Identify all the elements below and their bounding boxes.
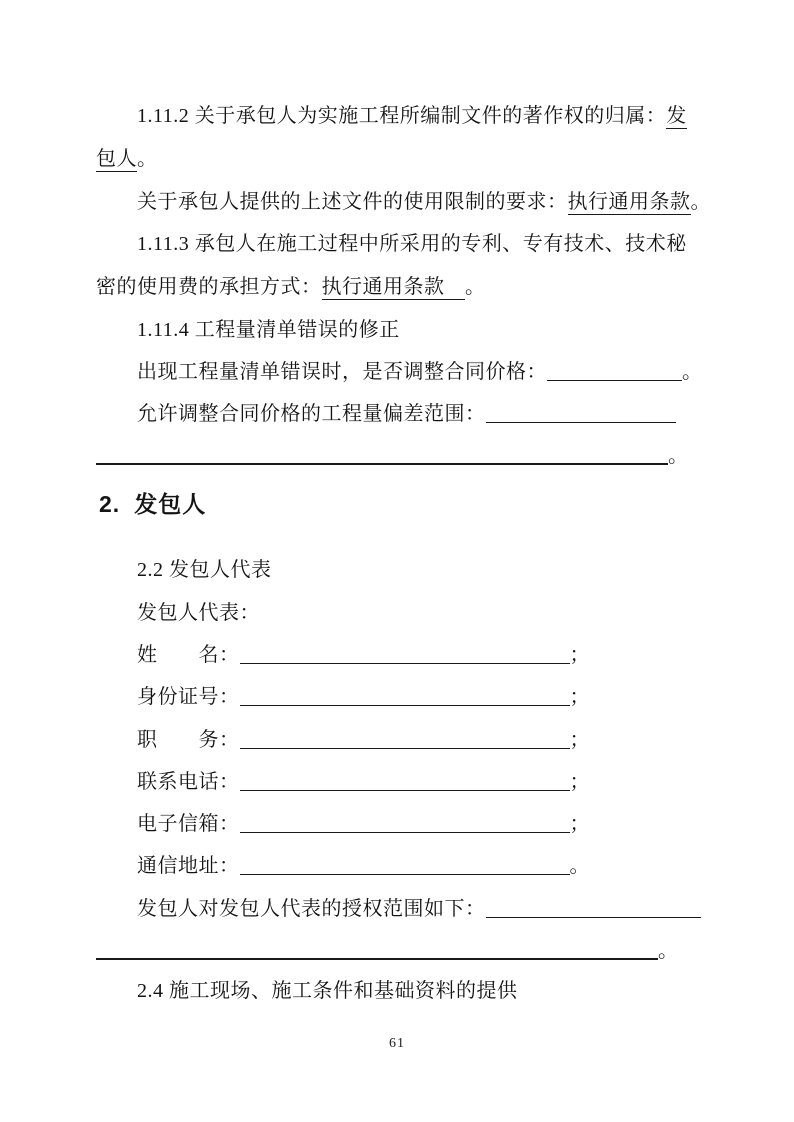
blank-full-width-line — [96, 939, 658, 960]
representative-label — [137, 600, 260, 627]
underlined-answer: 发 — [666, 105, 687, 127]
blank-position — [240, 728, 570, 749]
field-label: 职 务： — [137, 729, 240, 751]
clause-text: 1.11.4 工程量清单错误的修正 — [137, 319, 400, 341]
subsection-2-4-title — [137, 978, 518, 1005]
section-number: 2. — [99, 491, 121, 517]
clause-text: 关于承包人提供的上述文件的使用限制的要求： — [137, 191, 568, 213]
field-label: 身份证号： — [137, 686, 240, 708]
clause-text: 1.11.2 关于承包人为实施工程所编制文件的著作权的归属： — [137, 105, 667, 127]
field-separator: ； — [569, 729, 590, 751]
blank-name — [240, 643, 570, 664]
field-separator: ； — [569, 813, 590, 835]
clause-text: 。 — [465, 276, 486, 298]
label-text: 发包人代表： — [137, 602, 260, 624]
field-id-number — [137, 684, 590, 711]
blank-email — [240, 812, 570, 833]
underlined-answer: 执行通用条款 — [321, 276, 465, 298]
subsection-2-2-title — [137, 557, 272, 584]
field-separator: ； — [569, 644, 590, 666]
clause-text: 出现工程量清单错误时，是否调整合同价格： — [137, 361, 547, 383]
clause-deviation-range — [137, 401, 676, 428]
blank-full-width-line — [96, 444, 668, 465]
clause-price-adjust — [137, 359, 703, 386]
blank-phone — [240, 770, 570, 791]
blank-address — [240, 854, 570, 875]
underlined-answer: 包人 — [96, 148, 137, 170]
authorization-scope-line — [137, 896, 701, 923]
field-name — [137, 642, 590, 669]
field-label: 通信地址： — [137, 855, 240, 877]
blank-authorization — [486, 897, 701, 918]
section-title: 发包人 — [134, 491, 207, 517]
clause-deviation-range-continuation — [96, 443, 689, 470]
clause-text: 。 — [668, 445, 689, 467]
blank-price-adjust — [547, 360, 682, 381]
underlined-answer: 执行通用条款 — [567, 191, 691, 213]
clause-text: 发包人对发包人代表的授权范围如下： — [137, 898, 486, 920]
clause-text: 。 — [690, 191, 711, 213]
authorization-scope-continuation — [96, 938, 679, 965]
clause-text: 1.11.3 承包人在施工过程中所采用的专利、专有技术、技术秘 — [137, 233, 687, 255]
field-label: 电子信箱： — [137, 813, 240, 835]
clause-text: 密的使用费的承担方式： — [96, 276, 322, 298]
field-separator: ； — [569, 686, 590, 708]
subsection-text: 2.4 施工现场、施工条件和基础资料的提供 — [137, 980, 518, 1002]
field-label: 姓 名： — [137, 644, 240, 666]
blank-deviation-range — [486, 402, 676, 423]
field-position — [137, 727, 590, 754]
field-separator: ； — [569, 771, 590, 793]
blank-id-number — [240, 685, 570, 706]
field-address — [137, 853, 590, 880]
clause-1-11-4-title — [137, 317, 400, 344]
clause-1-11-3-line2 — [96, 274, 486, 301]
clause-1-11-3-line1 — [137, 231, 687, 258]
clause-text: 允许调整合同价格的工程量偏差范围： — [137, 403, 486, 425]
clause-text: 。 — [682, 361, 703, 383]
field-label: 联系电话： — [137, 771, 240, 793]
clause-text: 。 — [658, 940, 679, 962]
field-email — [137, 811, 590, 838]
clause-usage-restriction — [137, 189, 711, 216]
page-number: 61 — [389, 1036, 405, 1051]
field-separator: 。 — [569, 855, 590, 877]
field-phone — [137, 769, 590, 796]
clause-1-11-2-line1 — [137, 103, 687, 130]
clause-text: 。 — [137, 148, 158, 170]
section-2-heading — [99, 491, 206, 518]
clause-1-11-2-line2 — [96, 146, 158, 173]
subsection-text: 2.2 发包人代表 — [137, 559, 272, 581]
